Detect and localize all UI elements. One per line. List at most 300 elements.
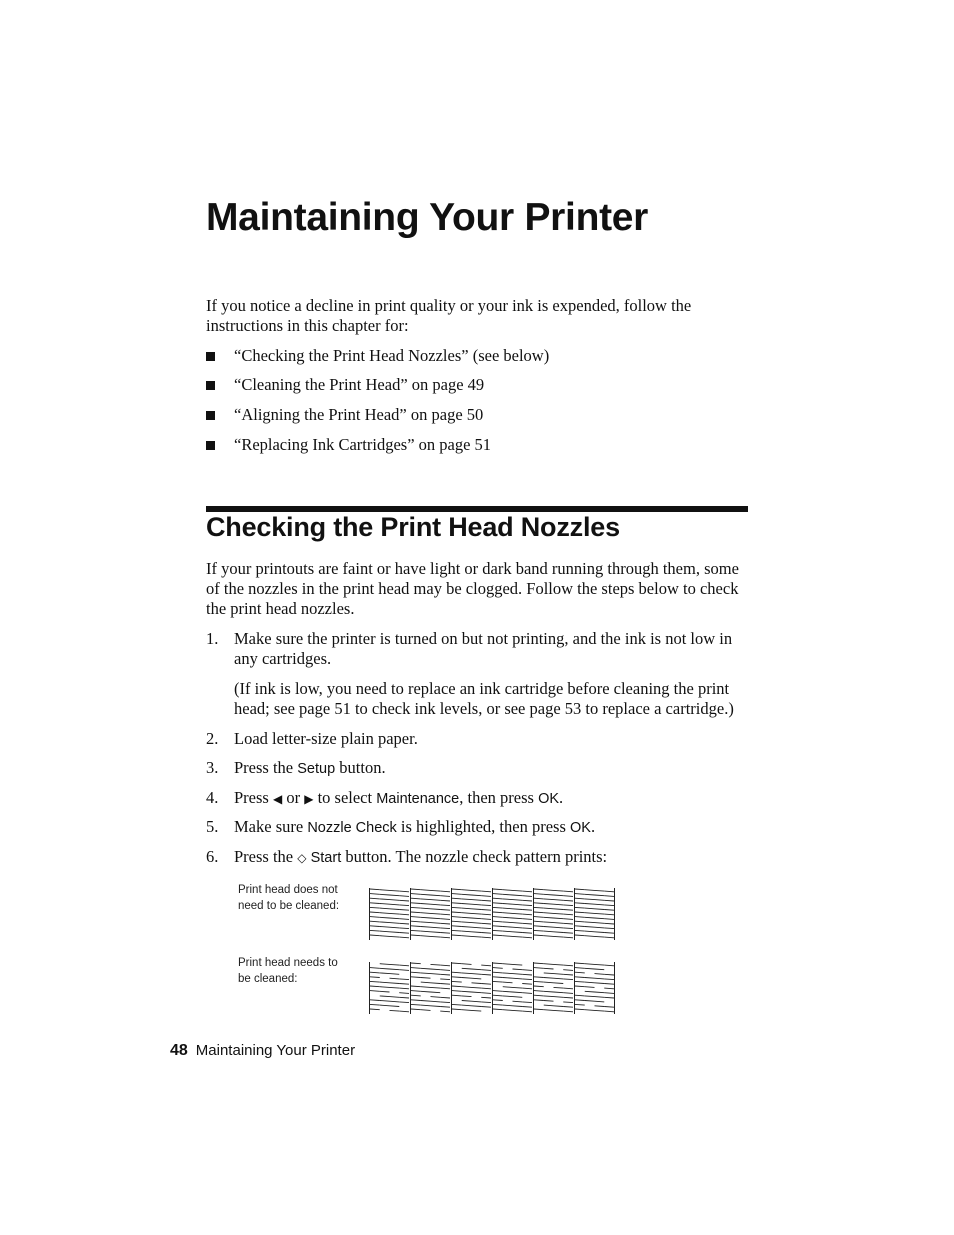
- nozzle-line: [595, 974, 605, 975]
- nozzle-line: [595, 936, 605, 937]
- nozzle-line: [370, 912, 380, 913]
- nozzle-line: [440, 910, 450, 911]
- nozzle-line: [472, 936, 482, 937]
- nozzle-line: [493, 981, 503, 982]
- nozzle-line: [493, 912, 503, 913]
- nozzle-line: [411, 968, 421, 969]
- nozzle-line: [604, 891, 614, 892]
- step-text-mid2: , then press: [459, 788, 534, 807]
- nozzle-line: [481, 914, 491, 915]
- nozzle-line: [399, 988, 409, 989]
- nozzle-line: [513, 987, 523, 988]
- nozzle-line: [452, 935, 462, 936]
- nozzle-line: [411, 903, 421, 904]
- nozzle-line: [462, 904, 472, 905]
- step-text: [234, 847, 751, 868]
- nozzle-line: [575, 926, 585, 927]
- nozzle-line: [585, 922, 595, 923]
- nozzle-line: [544, 908, 554, 909]
- nozzle-line: [380, 936, 390, 937]
- nozzle-line: [370, 935, 380, 936]
- nozzle-line: [380, 968, 390, 969]
- nozzle-line: [585, 978, 595, 979]
- nozzle-line: [604, 933, 614, 934]
- nozzle-line: [440, 979, 450, 980]
- nozzle-line: [481, 928, 491, 929]
- pattern-block-edge: [614, 888, 615, 940]
- nozzle-line: [575, 889, 585, 890]
- nozzle-line: [452, 963, 462, 964]
- nozzle-line: [493, 894, 503, 895]
- nozzle-line: [544, 931, 554, 932]
- nozzle-line: [585, 899, 595, 900]
- nozzle-line: [411, 1004, 421, 1005]
- nozzle-line: [481, 993, 491, 994]
- nozzle-line: [380, 922, 390, 923]
- nozzle-line: [380, 894, 390, 895]
- nozzle-line: [575, 1000, 585, 1001]
- nozzle-line: [554, 992, 564, 993]
- nozzle-line: [585, 927, 595, 928]
- nozzle-line: [493, 917, 503, 918]
- pattern-block-edge: [410, 888, 411, 940]
- nozzle-line: [462, 894, 472, 895]
- nozzle-line: [399, 900, 409, 901]
- bad-nozzle-pattern: [368, 960, 620, 1016]
- nozzle-line: [595, 900, 605, 901]
- nozzle-line: [462, 899, 472, 900]
- nozzle-line: [534, 977, 544, 978]
- nozzle-line: [544, 1001, 554, 1002]
- nozzle-line: [534, 894, 544, 895]
- nozzle-line: [585, 908, 595, 909]
- nozzle-line: [493, 995, 503, 996]
- nozzle-line: [544, 982, 554, 983]
- nozzle-line: [440, 914, 450, 915]
- nozzle-line: [440, 928, 450, 929]
- nozzle-line: [370, 889, 380, 890]
- nozzle-line: [472, 1006, 482, 1007]
- nozzle-line: [595, 927, 605, 928]
- nozzle-line: [513, 900, 523, 901]
- nozzle-line: [503, 987, 513, 988]
- step-number: 2.: [206, 729, 219, 748]
- nozzle-line: [481, 988, 491, 989]
- nozzle-line: [575, 1009, 585, 1010]
- nozzle-line: [595, 895, 605, 896]
- nozzle-line: [452, 981, 462, 982]
- nozzle-line: [462, 991, 472, 992]
- step-text-post: button.: [339, 758, 386, 777]
- nozzle-line: [399, 914, 409, 915]
- nozzle-line: [370, 898, 380, 899]
- footer-chapter: Maintaining Your Printer: [195, 1042, 356, 1059]
- nozzle-line: [431, 900, 441, 901]
- nozzle-line: [503, 908, 513, 909]
- nozzle-line: [380, 927, 390, 928]
- nozzle-line: [370, 917, 380, 918]
- nozzle-line: [575, 981, 585, 982]
- intro-paragraph: If you notice a decline in print quality or your ink is expended, follow the instructions in this chapter for:: [206, 296, 692, 335]
- nozzle-line: [544, 1005, 554, 1006]
- nozzle-line: [370, 1000, 380, 1001]
- pattern-block-edge: [492, 962, 493, 1014]
- nozzle-line: [544, 894, 554, 895]
- nozzle-line: [554, 904, 564, 905]
- good-nozzle-pattern: [368, 886, 620, 942]
- nozzle-line: [522, 937, 532, 938]
- nozzle-line: [380, 1001, 390, 1002]
- nozzle-line: [481, 984, 491, 985]
- toc-link-replacing[interactable]: “Replacing Ink Cartridges” on page 51: [234, 435, 492, 454]
- nozzle-line: [563, 988, 573, 989]
- nozzle-line: [481, 900, 491, 901]
- nozzle-line: [390, 987, 400, 988]
- nozzle-line: [481, 923, 491, 924]
- nozzle-line: [604, 910, 614, 911]
- nozzle-line: [563, 896, 573, 897]
- nozzle-line: [554, 936, 564, 937]
- nozzle-line: [431, 936, 441, 937]
- nozzle-line: [421, 931, 431, 932]
- nozzle-line: [390, 909, 400, 910]
- nozzle-line: [563, 937, 573, 938]
- nozzle-line: [503, 899, 513, 900]
- nozzle-line: [399, 1002, 409, 1003]
- nozzle-line: [399, 923, 409, 924]
- nozzle-line: [585, 894, 595, 895]
- nozzle-line: [390, 1001, 400, 1002]
- nozzle-line: [554, 927, 564, 928]
- nozzle-line: [440, 988, 450, 989]
- nozzle-line: [440, 974, 450, 975]
- nozzle-line: [440, 896, 450, 897]
- nozzle-line: [563, 914, 573, 915]
- step-text: [234, 758, 751, 779]
- nozzle-line: [452, 991, 462, 992]
- nozzle-line: [390, 895, 400, 896]
- bad-pattern-label: Print head needs to be cleaned:: [238, 957, 338, 985]
- nozzle-line: [595, 923, 605, 924]
- nozzle-line: [513, 918, 523, 919]
- nozzle-line: [462, 908, 472, 909]
- nozzle-line: [585, 890, 595, 891]
- nozzle-line: [563, 970, 573, 971]
- nozzle-line: [513, 992, 523, 993]
- nozzle-line: [452, 1009, 462, 1010]
- nozzle-line: [544, 968, 554, 969]
- nozzle-line: [440, 984, 450, 985]
- nozzle-line: [440, 900, 450, 901]
- nozzle-line: [604, 988, 614, 989]
- nozzle-line: [431, 913, 441, 914]
- nozzle-line: [534, 917, 544, 918]
- nozzle-line: [585, 968, 595, 969]
- nozzle-line: [440, 891, 450, 892]
- nozzle-line: [440, 970, 450, 971]
- nozzle-line: [370, 926, 380, 927]
- nozzle-line: [544, 978, 554, 979]
- nozzle-line: [513, 909, 523, 910]
- nozzle-line: [370, 968, 380, 969]
- maintenance-menu-label: Maintenance: [376, 791, 460, 807]
- nozzle-line: [534, 912, 544, 913]
- nozzle-line: [472, 1010, 482, 1011]
- ok-button-label: OK: [570, 820, 591, 836]
- nozzle-line: [431, 918, 441, 919]
- nozzle-line: [522, 905, 532, 906]
- nozzle-line: [472, 890, 482, 891]
- nozzle-line: [563, 979, 573, 980]
- nozzle-line: [493, 903, 503, 904]
- nozzle-line: [399, 937, 409, 938]
- nozzle-line: [575, 968, 585, 969]
- nozzle-line: [534, 1000, 544, 1001]
- nozzle-line: [522, 891, 532, 892]
- nozzle-line: [604, 896, 614, 897]
- nozzle-line: [452, 926, 462, 927]
- nozzle-line: [493, 968, 503, 969]
- chapter-title: Maintaining Your Printer: [206, 196, 649, 239]
- nozzle-line: [513, 923, 523, 924]
- nozzle-line: [411, 912, 421, 913]
- nozzle-line: [563, 900, 573, 901]
- nozzle-line: [472, 992, 482, 993]
- step-number: 5.: [206, 817, 219, 836]
- nozzle-line: [421, 908, 431, 909]
- nozzle-line: [399, 993, 409, 994]
- nozzle-line: [563, 965, 573, 966]
- step-text-or: or: [286, 788, 301, 807]
- nozzle-line: [604, 900, 614, 901]
- nozzle-line: [390, 918, 400, 919]
- nozzle-line: [503, 1010, 513, 1011]
- nozzle-line: [522, 910, 532, 911]
- nozzle-line: [493, 972, 503, 973]
- nozzle-line: [421, 1001, 431, 1002]
- nozzle-line: [431, 1006, 441, 1007]
- pattern-block-edge: [574, 962, 575, 1014]
- nozzle-line: [421, 987, 431, 988]
- nozzle-line: [585, 964, 595, 965]
- step-text-pre: Press: [234, 788, 269, 807]
- nozzle-line: [481, 1007, 491, 1008]
- nozzle-line: [370, 1009, 380, 1010]
- nozzle-line: [585, 1001, 595, 1002]
- nozzle-line: [462, 931, 472, 932]
- nozzle-line: [522, 1007, 532, 1008]
- nozzle-line: [421, 890, 431, 891]
- nozzle-line: [554, 913, 564, 914]
- nozzle-line: [544, 899, 554, 900]
- nozzle-line: [493, 1004, 503, 1005]
- nozzle-line: [390, 900, 400, 901]
- nozzle-line: [421, 917, 431, 918]
- nozzle-line: [370, 903, 380, 904]
- nozzle-line: [575, 977, 585, 978]
- nozzle-line: [421, 894, 431, 895]
- nozzle-line: [534, 889, 544, 890]
- nozzle-line: [431, 1001, 441, 1002]
- toc-link-aligning[interactable]: “Aligning the Print Head” on page 50: [234, 405, 484, 424]
- nozzle-line: [534, 926, 544, 927]
- nozzle-line: [411, 1000, 421, 1001]
- nozzle-line: [604, 974, 614, 975]
- nozzle-line: [462, 987, 472, 988]
- nozzle-line: [493, 963, 503, 964]
- step-1: [206, 629, 751, 718]
- square-bullet-icon: [206, 352, 215, 361]
- square-bullet-icon: [206, 441, 215, 450]
- nozzle-line: [431, 974, 441, 975]
- nozzle-line: [452, 930, 462, 931]
- nozzle-line: [440, 1011, 450, 1012]
- nozzle-line: [585, 904, 595, 905]
- nozzle-line: [440, 965, 450, 966]
- nozzle-line: [411, 972, 421, 973]
- nozzle-line: [522, 979, 532, 980]
- nozzle-line: [563, 974, 573, 975]
- nozzle-line: [534, 921, 544, 922]
- nozzle-line: [421, 936, 431, 937]
- nozzle-line: [585, 982, 595, 983]
- pattern-block-edge: [451, 888, 452, 940]
- nozzle-line: [431, 964, 441, 965]
- nozzle-line: [513, 895, 523, 896]
- nozzle-line: [585, 996, 595, 997]
- nozzle-line: [575, 894, 585, 895]
- nozzle-line: [452, 1004, 462, 1005]
- nozzle-line: [462, 913, 472, 914]
- section-title: Checking the Print Head Nozzles: [206, 512, 620, 542]
- nozzle-line: [399, 896, 409, 897]
- nozzle-line: [575, 907, 585, 908]
- nozzle-line: [481, 997, 491, 998]
- nozzle-line: [493, 898, 503, 899]
- nozzle-line: [522, 900, 532, 901]
- step-number: 3.: [206, 758, 219, 777]
- nozzle-line: [503, 904, 513, 905]
- nozzle-line: [595, 1006, 605, 1007]
- nozzle-line: [390, 923, 400, 924]
- nozzle-line: [585, 1010, 595, 1011]
- toc-link-nozzle-check[interactable]: “Checking the Print Head Nozzles” (see below): [234, 346, 550, 365]
- nozzle-line: [399, 905, 409, 906]
- nozzle-line: [544, 973, 554, 974]
- nozzle-line: [563, 933, 573, 934]
- nozzle-line: [399, 979, 409, 980]
- nozzle-line: [380, 987, 390, 988]
- pattern-block-edge: [410, 962, 411, 1014]
- nozzle-check-menu-label: Nozzle Check: [307, 820, 397, 836]
- nozzle-line: [452, 903, 462, 904]
- nozzle-line: [554, 895, 564, 896]
- nozzle-line: [421, 982, 431, 983]
- nozzle-line: [604, 1011, 614, 1012]
- step-text-mid: to select: [317, 788, 373, 807]
- nozzle-line: [370, 991, 380, 992]
- nozzle-line: [595, 983, 605, 984]
- nozzle-line: [554, 909, 564, 910]
- nozzle-line: [534, 968, 544, 969]
- nozzle-line: [554, 1010, 564, 1011]
- left-arrow-icon: ◀: [272, 792, 283, 806]
- nozzle-line: [481, 970, 491, 971]
- nozzle-line: [513, 1006, 523, 1007]
- nozzle-line: [534, 907, 544, 908]
- nozzle-line: [604, 905, 614, 906]
- nozzle-line: [534, 1009, 544, 1010]
- nozzle-line: [563, 923, 573, 924]
- nozzle-line: [534, 898, 544, 899]
- nozzle-line: [534, 935, 544, 936]
- nozzle-line: [399, 933, 409, 934]
- nozzle-line: [399, 997, 409, 998]
- nozzle-line: [534, 930, 544, 931]
- nozzle-line: [563, 1002, 573, 1003]
- nozzle-line: [481, 974, 491, 975]
- nozzle-line: [554, 923, 564, 924]
- nozzle-line: [411, 930, 421, 931]
- nozzle-line: [481, 965, 491, 966]
- nozzle-line: [493, 935, 503, 936]
- nozzle-line: [472, 987, 482, 988]
- nozzle-line: [575, 963, 585, 964]
- nozzle-line: [513, 936, 523, 937]
- nozzle-line: [421, 968, 431, 969]
- nozzle-line: [370, 977, 380, 978]
- square-bullet-icon: [206, 381, 215, 390]
- nozzle-line: [575, 972, 585, 973]
- nozzle-line: [390, 904, 400, 905]
- nozzle-line: [390, 1010, 400, 1011]
- nozzle-line: [462, 936, 472, 937]
- nozzle-line: [421, 991, 431, 992]
- nozzle-line: [431, 895, 441, 896]
- nozzle-line: [399, 984, 409, 985]
- nozzle-line: [575, 930, 585, 931]
- nozzle-line: [462, 1010, 472, 1011]
- step-text: Make sure the printer is turned on but not printing, and the ink is not low in any cartridges.: [234, 629, 733, 668]
- step-number: 1.: [206, 629, 219, 648]
- nozzle-line: [370, 907, 380, 908]
- nozzle-line: [563, 1011, 573, 1012]
- nozzle-line: [503, 922, 513, 923]
- step-text-mid: is highlighted, then press: [400, 817, 566, 836]
- nozzle-line: [513, 932, 523, 933]
- nozzle-line: [452, 972, 462, 973]
- nozzle-line: [421, 922, 431, 923]
- nozzle-line: [399, 970, 409, 971]
- nozzle-line: [380, 931, 390, 932]
- nozzle-line: [380, 982, 390, 983]
- nozzle-line: [399, 928, 409, 929]
- nozzle-line: [493, 1009, 503, 1010]
- nozzle-line: [563, 891, 573, 892]
- nozzle-line: [563, 1007, 573, 1008]
- step-text-post: .: [590, 817, 596, 836]
- nozzle-line: [380, 899, 390, 900]
- nozzle-line: [421, 973, 431, 974]
- toc-link-cleaning[interactable]: “Cleaning the Print Head” on page 49: [234, 375, 485, 394]
- nozzle-line: [421, 1005, 431, 1006]
- pattern-block-edge: [451, 962, 452, 1014]
- nozzle-line: [399, 919, 409, 920]
- nozzle-line: [503, 917, 513, 918]
- nozzle-line: [503, 996, 513, 997]
- nozzle-line: [380, 964, 390, 965]
- nozzle-line: [411, 917, 421, 918]
